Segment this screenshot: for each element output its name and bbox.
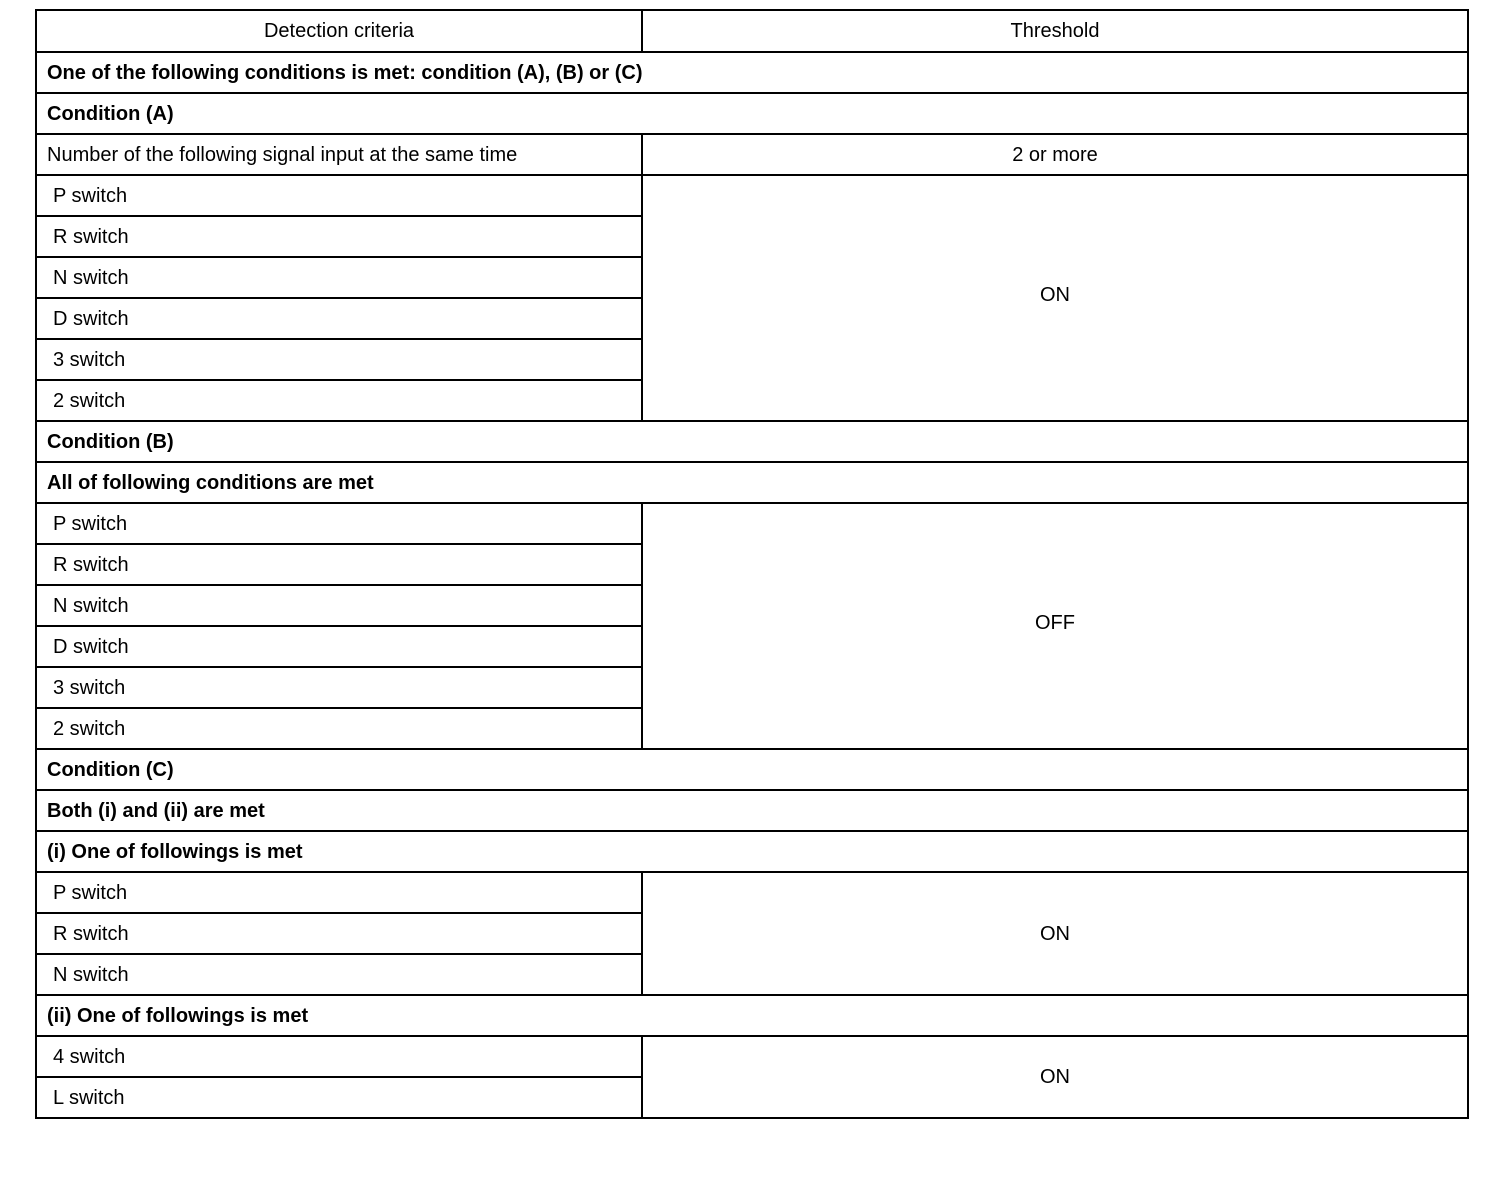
condition-c-part-ii-title: (ii) One of followings is met [36, 995, 1468, 1036]
intro-text: One of the following conditions is met: condition (A), (B) or (C) [36, 52, 1468, 93]
condition-b-subtitle: All of following conditions are met [36, 462, 1468, 503]
condition-a-count-row [36, 134, 1468, 175]
condition-b-item: D switch [36, 626, 642, 667]
condition-a-item: R switch [36, 216, 642, 257]
condition-b-threshold: OFF [642, 503, 1468, 749]
condition-c-part-i-title-row [36, 831, 1468, 872]
condition-c-title: Condition (C) [36, 749, 1468, 790]
condition-a-threshold: ON [642, 175, 1468, 421]
header-detection-criteria: Detection criteria [36, 10, 642, 52]
detection-criteria-table [35, 9, 1469, 1119]
condition-a-item: P switch [36, 175, 642, 216]
condition-c-title-row [36, 749, 1468, 790]
condition-c-part-ii-title-row [36, 995, 1468, 1036]
condition-c-part-ii-threshold: ON [642, 1036, 1468, 1118]
condition-c-part-i-item: R switch [36, 913, 642, 954]
condition-a-count-label: Number of the following signal input at the same time [36, 134, 642, 175]
intro-row [36, 52, 1468, 93]
header-threshold: Threshold [642, 10, 1468, 52]
condition-c-part-i-item: P switch [36, 872, 642, 913]
condition-a-count-value: 2 or more [642, 134, 1468, 175]
condition-b-item: 3 switch [36, 667, 642, 708]
table-row [36, 503, 1468, 544]
condition-a-item: D switch [36, 298, 642, 339]
condition-a-title: Condition (A) [36, 93, 1468, 134]
header-row [36, 10, 1468, 52]
condition-b-item: P switch [36, 503, 642, 544]
condition-a-item: N switch [36, 257, 642, 298]
condition-c-part-ii-item: 4 switch [36, 1036, 642, 1077]
condition-b-title-row [36, 421, 1468, 462]
condition-a-item: 3 switch [36, 339, 642, 380]
table-row [36, 1036, 1468, 1077]
condition-c-part-i-item: N switch [36, 954, 642, 995]
condition-c-part-i-title: (i) One of followings is met [36, 831, 1468, 872]
condition-c-subtitle-row [36, 790, 1468, 831]
condition-b-item: 2 switch [36, 708, 642, 749]
condition-b-subtitle-row [36, 462, 1468, 503]
table-row [36, 175, 1468, 216]
condition-c-part-i-threshold: ON [642, 872, 1468, 995]
table-row [36, 872, 1468, 913]
condition-b-item: R switch [36, 544, 642, 585]
condition-a-title-row [36, 93, 1468, 134]
condition-c-subtitle: Both (i) and (ii) are met [36, 790, 1468, 831]
condition-b-title: Condition (B) [36, 421, 1468, 462]
condition-b-item: N switch [36, 585, 642, 626]
condition-c-part-ii-item: L switch [36, 1077, 642, 1118]
condition-a-item: 2 switch [36, 380, 642, 421]
